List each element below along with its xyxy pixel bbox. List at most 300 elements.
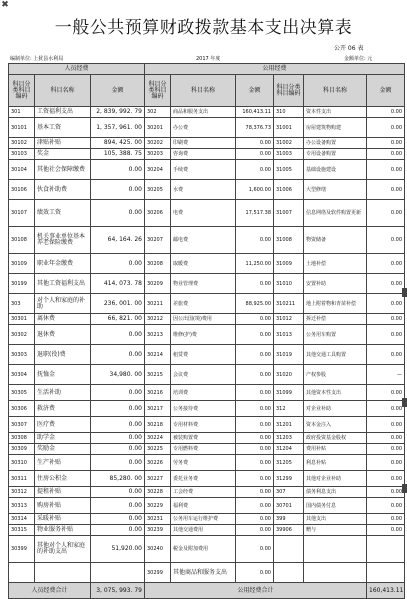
name-cell: 地上附着物和青苗补偿 [304, 294, 367, 314]
table-row [9, 180, 405, 200]
name-cell: 奖金 [35, 149, 91, 160]
code-cell: 31099 [274, 385, 304, 401]
amount-cell: 51,920.00 [91, 536, 145, 563]
code-cell: 303 [9, 294, 35, 314]
code-cell: 31204 [274, 444, 304, 455]
code-cell: 30215 [145, 365, 171, 385]
name-cell: 差旅费 [171, 294, 236, 314]
col-name-header: 科目名称 [35, 75, 91, 107]
code-cell: 30101 [9, 118, 35, 138]
name-cell: 物业服务补贴 [35, 525, 91, 536]
code-cell: 30212 [145, 314, 171, 325]
code-cell: 31299 [274, 471, 304, 487]
code-cell: 30228 [145, 487, 171, 498]
amount-cell: 0.00 [367, 498, 405, 514]
amount-cell: 0.00 [236, 365, 274, 385]
code-cell: 30701 [274, 498, 304, 514]
name-cell: 专用燃料费 [171, 444, 236, 455]
code-cell: 30301 [9, 314, 35, 325]
name-cell: 邮电费 [171, 227, 236, 254]
corner-icon: ✖ [1, 0, 9, 10]
table-row [9, 345, 405, 365]
code-cell: 30103 [9, 149, 35, 160]
table-row [9, 487, 405, 498]
amount-cell: 0.00 [91, 401, 145, 417]
table-row [9, 107, 405, 118]
name-cell: 其他支出 [304, 514, 367, 525]
code-cell: 30315 [9, 525, 35, 536]
amount-cell: 2, 839, 992. 79 [91, 107, 145, 118]
code-cell: 31003 [274, 149, 304, 160]
name-cell: 安置补助 [304, 274, 367, 294]
col-amount-header: 金额 [236, 75, 274, 107]
code-cell: 30231 [145, 514, 171, 525]
code-cell: 31009 [274, 254, 304, 274]
amount-cell: 85,280. 00 [91, 471, 145, 487]
code-cell: 30224 [145, 433, 171, 444]
name-cell: 电费 [171, 200, 236, 227]
unit-label: 编制单位: 上犹县水利局 [10, 56, 64, 62]
code-cell: 30211 [145, 294, 171, 314]
code-cell: 31019 [274, 345, 304, 365]
amount-cell: 0.00 [367, 180, 405, 200]
name-cell: 抚恤金 [35, 365, 91, 385]
amount-cell: 0.00 [236, 417, 274, 433]
amount-cell: 0.00 [367, 401, 405, 417]
personnel-total-amount: 3, 075, 993. 79 [91, 583, 145, 599]
name-cell: 债务利息支出 [304, 487, 367, 498]
name-cell: 基本工资 [35, 118, 91, 138]
name-cell: 退休费 [35, 325, 91, 345]
name-cell: 对企业补助 [304, 401, 367, 417]
code-cell: 30311 [9, 471, 35, 487]
name-cell: 赠与 [304, 525, 367, 536]
name-cell: 其他对企业补助 [304, 471, 367, 487]
amount-cell: 0.00 [236, 314, 274, 325]
amount-cell: 0.00 [236, 487, 274, 498]
amount-cell: 0.00 [91, 200, 145, 227]
amount-cell: 0.00 [236, 138, 274, 149]
name-cell: 基础设施建设 [304, 160, 367, 180]
code-cell: 30309 [9, 444, 35, 455]
amount-cell [367, 563, 405, 583]
name-cell: 医疗费 [35, 417, 91, 433]
name-cell: 被装购置费 [171, 433, 236, 444]
col-name-header: 科目名称 [171, 75, 236, 107]
name-cell: 公务接待费 [171, 401, 236, 417]
amount-cell: 0.00 [236, 160, 274, 180]
code-cell: 30299 [145, 563, 171, 583]
amount-cell: 88,925.00 [236, 294, 274, 314]
name-cell: 救济费 [35, 401, 91, 417]
name-cell [35, 563, 91, 583]
code-cell: 30108 [9, 227, 35, 254]
amount-cell: 0.00 [367, 417, 405, 433]
name-cell: 津贴补贴 [35, 138, 91, 149]
code-cell: 30199 [9, 274, 35, 294]
code-cell [274, 536, 304, 563]
name-cell: 房屋建筑物购建 [304, 118, 367, 138]
code-cell: 30208 [145, 254, 171, 274]
name-cell: 办公设备购置 [304, 138, 367, 149]
amount-cell: 0.00 [367, 345, 405, 365]
code-cell: 31203 [274, 433, 304, 444]
amount-cell: 0.00 [367, 444, 405, 455]
name-cell: 信息网络及软件购置更新 [304, 200, 367, 227]
name-cell: 商品和服务支出 [171, 107, 236, 118]
table-row [9, 514, 405, 525]
name-cell: 劳务费 [171, 455, 236, 471]
amount-cell: 414, 073. 78 [91, 274, 145, 294]
table-row [9, 401, 405, 417]
code-cell: 31201 [274, 417, 304, 433]
table-row [9, 149, 405, 160]
code-cell: 30313 [9, 498, 35, 514]
amount-cell: 236, 001. 00 [91, 294, 145, 314]
amount-cell: 17,517.38 [236, 200, 274, 227]
name-cell: 物资储备 [304, 227, 367, 254]
table-row [9, 160, 405, 180]
amount-cell: 0.00 [367, 227, 405, 254]
amount-cell: 0.00 [236, 274, 274, 294]
name-cell: 其他商品和服务支出 [171, 563, 236, 583]
name-cell: 机关事业单位基本养老保险缴费 [35, 227, 91, 254]
name-cell: 维修(护)费 [171, 325, 236, 345]
name-cell: 工会经费 [171, 487, 236, 498]
amount-cell: 0.00 [367, 160, 405, 180]
table-row [9, 563, 405, 583]
amount-cell: 0.00 [91, 433, 145, 444]
code-cell: 30239 [145, 525, 171, 536]
amount-cell: 1, 357, 961. 00 [91, 118, 145, 138]
code-cell: 30310 [9, 455, 35, 471]
code-cell: 30240 [145, 536, 171, 563]
name-cell: 公务用车运行维护费 [171, 514, 236, 525]
table-row [9, 274, 405, 294]
public-header: 公用经费 [145, 64, 405, 75]
name-cell: 福利费 [171, 498, 236, 514]
personnel-total-label: 人员经费合计 [9, 583, 91, 599]
code-cell: 30399 [9, 536, 35, 563]
budget-table [8, 63, 405, 599]
code-cell: 30218 [145, 417, 171, 433]
code-cell: 30312 [9, 487, 35, 498]
table-number: 公开 06 表 [334, 45, 364, 52]
table-row [9, 365, 405, 385]
col-code-header: 科目分类科目编码 [274, 75, 304, 107]
code-cell: 30203 [145, 149, 171, 160]
amount-cell: 0.00 [367, 149, 405, 160]
amount-cell: 0.00 [91, 498, 145, 514]
code-cell: 30227 [145, 471, 171, 487]
amount-cell: 0.00 [236, 536, 274, 563]
name-cell [304, 536, 367, 563]
name-cell: 土地补偿 [304, 254, 367, 274]
code-cell: 30225 [145, 444, 171, 455]
name-cell: 因公出国(境)费用 [171, 314, 236, 325]
table-row [9, 294, 405, 314]
code-cell: 31205 [274, 455, 304, 471]
col-name-header: 科目名称 [304, 75, 367, 107]
name-cell: 拆迁补偿 [304, 314, 367, 325]
code-cell: 31012 [274, 314, 304, 325]
code-cell: 39906 [274, 525, 304, 536]
code-cell [9, 563, 35, 583]
code-cell: 30314 [9, 514, 35, 525]
code-cell: 302 [145, 107, 171, 118]
code-cell: 30302 [9, 325, 35, 345]
amount-cell: 0.00 [236, 514, 274, 525]
column-header-row [9, 75, 405, 107]
code-cell: 30107 [9, 200, 35, 227]
table-row [9, 385, 405, 401]
name-cell: 其他资本性支出 [304, 385, 367, 401]
amount-cell: 0.00 [91, 160, 145, 180]
code-cell: 31006 [274, 180, 304, 200]
name-cell: 购房补贴 [35, 498, 91, 514]
name-cell: 住房公积金 [35, 471, 91, 487]
name-cell [304, 563, 367, 583]
code-cell: 31013 [274, 325, 304, 345]
name-cell: 绩效工资 [35, 200, 91, 227]
name-cell: 利息补贴 [304, 455, 367, 471]
amount-cell: 0.00 [367, 471, 405, 487]
amount-cell: 0.00 [236, 227, 274, 254]
name-cell: 离休费 [35, 314, 91, 325]
amount-cell: 0.00 [367, 525, 405, 536]
table-row [9, 417, 405, 433]
code-cell: 30217 [145, 401, 171, 417]
table-row [9, 455, 405, 471]
amount-cell: 0.00 [236, 498, 274, 514]
amount-cell: 105, 388. 75 [91, 149, 145, 160]
amount-cell: 0.00 [367, 514, 405, 525]
code-cell: 30216 [145, 385, 171, 401]
table-row [9, 525, 405, 536]
amount-cell: 0.00 [367, 314, 405, 325]
amount-cell: 160,413.11 [236, 107, 274, 118]
amount-cell: 11,250.00 [236, 254, 274, 274]
name-cell: 生活补助 [35, 385, 91, 401]
col-amount-header: 金额 [91, 75, 145, 107]
amount-cell: 0.00 [367, 455, 405, 471]
code-cell: 31010 [274, 274, 304, 294]
name-cell: 其他对个人和家庭的补助支出 [35, 536, 91, 563]
amount-cell: 0.00 [236, 525, 274, 536]
amount-cell: 0.00 [367, 200, 405, 227]
amount-cell: 34,980. 00 [91, 365, 145, 385]
name-cell: 培训费 [171, 385, 236, 401]
name-cell: 采暖补贴 [35, 514, 91, 525]
code-cell: 399 [274, 514, 304, 525]
amount-cell: 0.00 [236, 325, 274, 345]
table-row [9, 200, 405, 227]
code-cell: 310211 [274, 294, 304, 314]
code-cell: 31008 [274, 227, 304, 254]
name-cell: 奖励金 [35, 444, 91, 455]
table-row [9, 498, 405, 514]
name-cell: 工资福利支出 [35, 107, 91, 118]
code-cell: 31001 [274, 118, 304, 138]
code-cell: 30202 [145, 138, 171, 149]
name-cell: 取暖费 [171, 254, 236, 274]
table-row [9, 227, 405, 254]
code-cell: 31020 [274, 365, 304, 385]
col-amount-header: 金额 [367, 75, 405, 107]
code-cell: 30104 [9, 160, 35, 180]
amount-cell: 0.00 [91, 525, 145, 536]
amount-cell: 0.00 [367, 254, 405, 274]
amount-cell: 0.00 [91, 417, 145, 433]
code-cell: 30306 [9, 401, 35, 417]
table-row [9, 325, 405, 345]
name-cell: 会议费 [171, 365, 236, 385]
amount-cell: 0.00 [91, 385, 145, 401]
code-cell: 30304 [9, 365, 35, 385]
amount-cell: 0.00 [91, 444, 145, 455]
table-row [9, 536, 405, 563]
name-cell: 国内债务付息 [304, 498, 367, 514]
name-cell: 政府投资基金股权 [304, 433, 367, 444]
code-cell: 30201 [145, 118, 171, 138]
code-cell: 30204 [145, 160, 171, 180]
name-cell: 提租补贴 [35, 487, 91, 498]
code-cell: 30307 [9, 417, 35, 433]
name-cell: 手续费 [171, 160, 236, 180]
amount-cell: 0.00 [367, 325, 405, 345]
public-total-label: 公用经费合计 [145, 583, 367, 599]
code-cell: 30205 [145, 180, 171, 200]
name-cell: 资本性支出 [304, 107, 367, 118]
name-cell: 对个人和家庭的补助 [35, 294, 91, 314]
amount-cell: 0.00 [367, 385, 405, 401]
name-cell: 其他工资福利支出 [35, 274, 91, 294]
name-cell: 物业管理费 [171, 274, 236, 294]
code-cell: 30207 [145, 227, 171, 254]
page-title: 一般公共预算财政拨款基本支出决算表 [54, 18, 353, 38]
name-cell: 专用设备购置 [304, 149, 367, 160]
name-cell: 咨询费 [171, 149, 236, 160]
name-cell: 公务用车购置 [304, 325, 367, 345]
amount-cell: 0.00 [236, 149, 274, 160]
name-cell: 资本金注入 [304, 417, 367, 433]
code-cell: 30229 [145, 498, 171, 514]
table-row [9, 444, 405, 455]
amount-cell: 0.00 [236, 455, 274, 471]
code-cell: 31005 [274, 160, 304, 180]
name-cell: 伙食补助费 [35, 180, 91, 200]
name-cell: 其他交通费用 [171, 525, 236, 536]
amount-cell: 0.00 [236, 401, 274, 417]
code-cell: 30305 [9, 385, 35, 401]
table-row [9, 314, 405, 325]
name-cell: 助学金 [35, 433, 91, 444]
table-body [9, 107, 405, 536]
amount-cell: 0.00 [367, 294, 405, 314]
name-cell: 水费 [171, 180, 236, 200]
col-code-header: 科目分类科目编码 [145, 75, 171, 107]
table-row [9, 471, 405, 487]
amount-cell: — [367, 365, 405, 385]
amount-cell [91, 563, 145, 583]
amount-cell: 0.00 [367, 138, 405, 149]
name-cell: 大型修缮 [304, 180, 367, 200]
amount-cell: 0.00 [367, 107, 405, 118]
amount-cell: 64, 164. 26 [91, 227, 145, 254]
code-cell: 30226 [145, 455, 171, 471]
code-cell [274, 563, 304, 583]
group-header-row [9, 64, 405, 75]
personnel-header: 人员经费 [9, 64, 145, 75]
code-cell: 30214 [145, 345, 171, 365]
name-cell: 税金及附加费用 [171, 536, 236, 563]
amount-cell: 0.00 [91, 487, 145, 498]
code-cell: 31007 [274, 200, 304, 227]
name-cell: 费用补贴 [304, 444, 367, 455]
code-cell: 307 [274, 487, 304, 498]
amount-cell: 0.00 [236, 345, 274, 365]
amount-cell: 0.00 [236, 471, 274, 487]
totals-row [9, 583, 405, 599]
amount-cell: 0.00 [91, 254, 145, 274]
code-cell: 30213 [145, 325, 171, 345]
amount-cell [367, 536, 405, 563]
amount-cell: 0.00 [236, 433, 274, 444]
table-row [9, 433, 405, 444]
code-cell: 30102 [9, 138, 35, 149]
currency-unit: 金额单位: 元 [344, 56, 373, 62]
code-cell: 30209 [145, 274, 171, 294]
name-cell: 退职(役)费 [35, 345, 91, 365]
table-row [9, 138, 405, 149]
code-cell: 30106 [9, 180, 35, 200]
name-cell: 专用材料费 [171, 417, 236, 433]
name-cell: 其他社会保障缴费 [35, 160, 91, 180]
name-cell: 委托业务费 [171, 471, 236, 487]
col-code-header: 科目分类科目编码 [9, 75, 35, 107]
code-cell: 301 [9, 107, 35, 118]
amount-cell: 0.00 [91, 514, 145, 525]
name-cell: 办公费 [171, 118, 236, 138]
name-cell: 其他交通工具购置 [304, 345, 367, 365]
amount-cell: 0.00 [236, 563, 274, 583]
amount-cell: 0.00 [236, 444, 274, 455]
year-label: 2017 年度 [196, 56, 221, 62]
name-cell: 职业年金缴费 [35, 254, 91, 274]
name-cell: 产权参股 [304, 365, 367, 385]
amount-cell: 0.00 [91, 455, 145, 471]
code-cell: 30308 [9, 433, 35, 444]
amount-cell: 0.00 [367, 118, 405, 138]
code-cell: 30109 [9, 254, 35, 274]
amount-cell: 0.00 [236, 385, 274, 401]
amount-cell: 894, 425. 00 [91, 138, 145, 149]
public-total-amount: 160,413.11 [367, 583, 405, 599]
name-cell: 租赁费 [171, 345, 236, 365]
code-cell: 30303 [9, 345, 35, 365]
table-row [9, 118, 405, 138]
amount-cell: 0.00 [91, 345, 145, 365]
amount-cell: 0.00 [367, 274, 405, 294]
name-cell: 印刷费 [171, 138, 236, 149]
amount-cell: 0.00 [367, 487, 405, 498]
code-cell: 312 [274, 401, 304, 417]
amount-cell: 0.00 [91, 180, 145, 200]
amount-cell: 0.00 [367, 433, 405, 444]
amount-cell: 1,600.00 [236, 180, 274, 200]
amount-cell: 66, 821. 00 [91, 314, 145, 325]
code-cell: 30206 [145, 200, 171, 227]
